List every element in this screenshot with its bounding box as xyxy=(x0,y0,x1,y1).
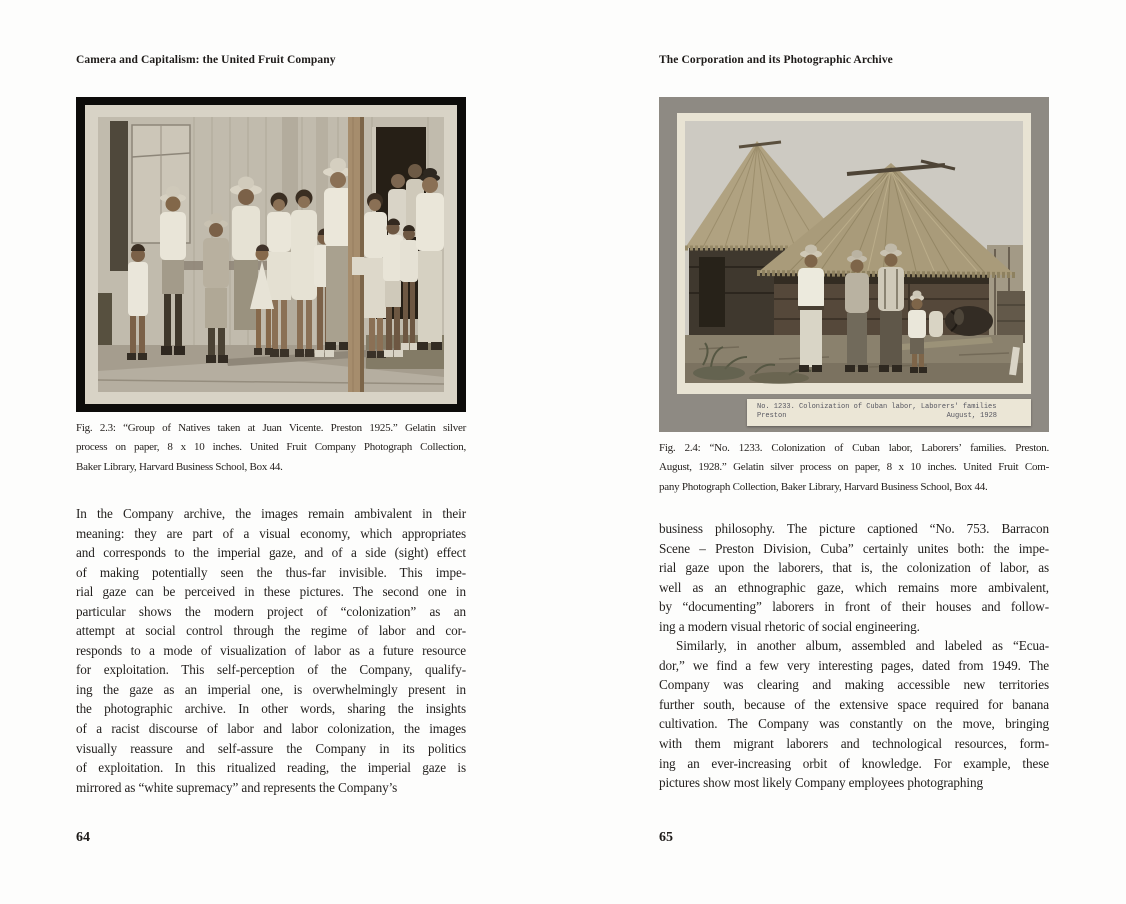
body-text-left: In the Company archive, the images remain ambivalent in their meaning: they are part of a visual economy, which appropriates and corresponds to the imperial gaze, and of a side (sight) effect of making potentially seen the thus-far invisible. This impe- rial gaze can be perceived in these pictures. The second one in particular shows the modern project of “colonization” as an attempt at social control through the regime of labor and cor- responds to a mode of visualization of labor as a future resource for exploitation. This self-perception of the Company, qualify- ing the gaze as an imperial one, is overwhelmingly present in the photographic archive. In other words, sharing the insights of a racist discourse of labor and labor colonization, the images visually reassure and self-assure the Company in its politics of exploitation. In this ritualized reading, the imperial gaze is mirrored as “white supremacy” and represents the Company’s xyxy=(76,506,466,795)
archive-label-place: Preston xyxy=(757,412,787,420)
page-number-right: 65 xyxy=(659,830,673,845)
figure-2-3 xyxy=(76,97,466,412)
photo-2-3-group-portrait xyxy=(76,97,466,412)
figure-2-3-caption: Fig. 2.3: “Group of Natives taken at Juan Vicente. Preston 1925.” Gelatin silver process on paper, 8 x 10 inches. United Fruit Company Photograph Collection, Baker Library, Harvard Business School, Box 44. xyxy=(76,422,466,473)
body-text-right: business philosophy. The picture captioned “No. 753. Barracon Scene – Preston Division, Cuba” certainly unites both: the impe- rial gaze upon the laborers, that is, the colonization of labor, as well as an ethnographic gaze, which remains more ambivalent, by “documenting” laborers in front of their houses and follow- ing a modern visual rhetoric of social engineering. Similarly, in another album, assembled and labeled as “Ecua- dor,” we find a few very interesting pages, dated from 1949. The Company was clearing and making accessible new territories further south, because of the extensive space required for banana cultivation. The Company was constantly on the move, bringing with them migrant laborers and technological resources, form- ing an ever-increasing orbit of knowledge. For example, these pictures show most likely Company employees photographing xyxy=(659,521,1049,791)
archive-label xyxy=(747,399,1031,426)
archive-label-line1: No. 1233. Colonization of Cuban labor, Laborers' families xyxy=(757,403,997,411)
figure-2-4 xyxy=(659,97,1049,432)
page-number-left: 64 xyxy=(76,830,90,845)
figure-2-4-caption: Fig. 2.4: “No. 1233. Colonization of Cuban labor, Laborers’ families. Preston. August, 1928.” Gelatin silver process on paper, 8 x 10 inches. United Fruit Com- pany Photograph Collection, Baker Library, Harvard Business School, Box 44. xyxy=(659,442,1049,493)
archive-label-date: August, 1928 xyxy=(946,412,997,420)
running-head-right: The Corporation and its Photographic Archive xyxy=(659,54,893,66)
photo-2-4-thatched-huts xyxy=(659,97,1049,432)
running-head-left: Camera and Capitalism: the United Fruit Company xyxy=(76,54,336,66)
